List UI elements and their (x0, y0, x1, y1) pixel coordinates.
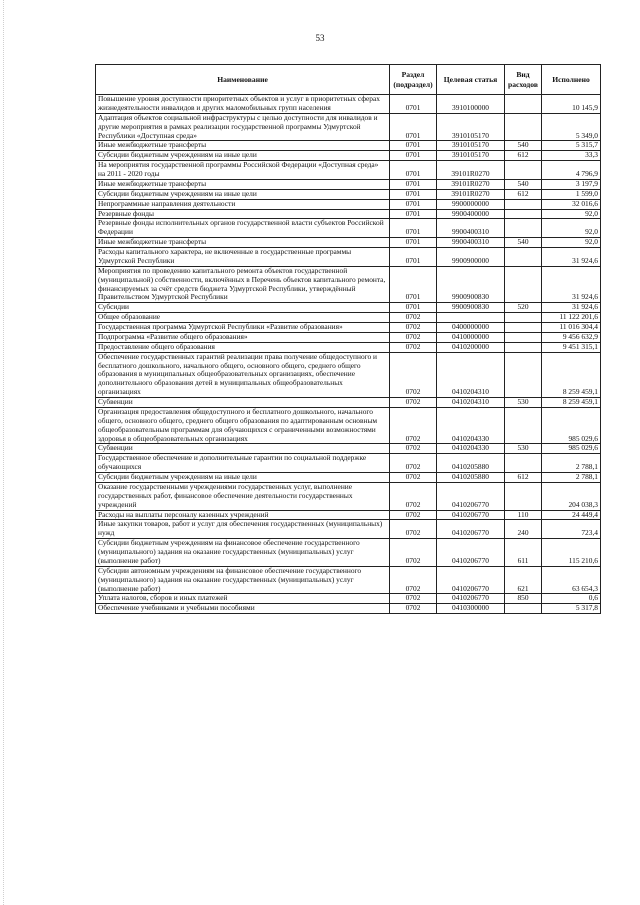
row-section: 0701 (390, 238, 437, 248)
row-name: Расходы капитального характера, не включенные в государственные программы Удмуртской Республики (96, 248, 390, 267)
table-row (96, 303, 601, 313)
row-expense-type: 611 (505, 539, 542, 567)
row-amount: 5 317,8 (542, 604, 601, 614)
row-section: 0702 (390, 323, 437, 333)
row-amount: 31 924,6 (542, 266, 601, 303)
row-amount: 3 197,9 (542, 179, 601, 189)
row-section: 0702 (390, 352, 437, 397)
row-expense-type (505, 113, 542, 141)
row-amount: 32 016,6 (542, 199, 601, 209)
row-name: Уплата налогов, сборов и иных платежей (96, 594, 390, 604)
row-section: 0701 (390, 209, 437, 219)
row-amount: 204 038,3 (542, 482, 601, 510)
row-section: 0702 (390, 482, 437, 510)
row-article: 9900400000 (437, 209, 505, 219)
row-expense-type: 621 (505, 566, 542, 594)
table-row (96, 248, 601, 267)
table-row (96, 473, 601, 483)
row-amount: 0,6 (542, 594, 601, 604)
row-name: Субсидии бюджетным учреждениям на финансовое обеспечение государственного (муниципального) задания на оказание государственных (муниципальных) услуг (выполнение работ) (96, 539, 390, 567)
table-row (96, 113, 601, 141)
row-expense-type (505, 95, 542, 114)
row-expense-type: 612 (505, 473, 542, 483)
row-expense-type (505, 332, 542, 342)
row-section: 0701 (390, 303, 437, 313)
row-name: Непрограммные направления деятельности (96, 199, 390, 209)
row-amount: 2 788,1 (542, 454, 601, 473)
table-row (96, 323, 601, 333)
row-article: 0410000000 (437, 332, 505, 342)
row-article: 9900400310 (437, 238, 505, 248)
row-amount: 31 924,6 (542, 248, 601, 267)
row-expense-type: 240 (505, 520, 542, 539)
row-expense-type (505, 604, 542, 614)
table-body (96, 95, 601, 614)
row-section: 0702 (390, 520, 437, 539)
row-article: 0410204330 (437, 444, 505, 454)
row-section: 0702 (390, 407, 437, 444)
row-expense-type: 530 (505, 398, 542, 408)
row-name: Мероприятия по проведению капитального ремонта объектов государственной (муниципальной) собственности, включённых в Перечень объектов капитального ремонта, финансируемых за счёт средств бюджета Удмуртской Республики, утверждённый Правительством Удмуртской Республики (96, 266, 390, 303)
page-number: 53 (315, 33, 325, 43)
row-article: 0410206770 (437, 594, 505, 604)
row-amount: 10 145,9 (542, 95, 601, 114)
row-article: 9900900000 (437, 248, 505, 267)
row-expense-type: 540 (505, 141, 542, 151)
row-article: 0410300000 (437, 604, 505, 614)
row-amount: 1 599,0 (542, 189, 601, 199)
row-section: 0701 (390, 141, 437, 151)
row-expense-type: 612 (505, 151, 542, 161)
row-section: 0702 (390, 398, 437, 408)
row-section: 0702 (390, 332, 437, 342)
row-expense-type: 612 (505, 189, 542, 199)
row-name: Государственная программа Удмуртской Республики «Развитие образования» (96, 323, 390, 333)
table-row (96, 407, 601, 444)
row-article: 39101R0270 (437, 179, 505, 189)
header-amount: Исполнено (542, 65, 601, 95)
row-name: Субсидии бюджетным учреждениям на иные цели (96, 473, 390, 483)
row-article: 0410205880 (437, 473, 505, 483)
row-amount: 9 456 632,9 (542, 332, 601, 342)
table-row (96, 352, 601, 397)
row-expense-type (505, 209, 542, 219)
row-expense-type: 850 (505, 594, 542, 604)
row-amount: 92,0 (542, 209, 601, 219)
table-row (96, 342, 601, 352)
table-row (96, 604, 601, 614)
row-amount: 8 259 459,1 (542, 352, 601, 397)
row-name: Организация предоставления общедоступного и бесплатного дошкольного, начального общего, основного общего, среднего общего образования по адаптированным основным общеобразовательным программам для обучающихся с ограниченными возможностями здоровья в общеобразовательных организациях (96, 407, 390, 444)
row-name: Иные межбюджетные трансферты (96, 141, 390, 151)
row-expense-type: 520 (505, 303, 542, 313)
row-article: 0410206770 (437, 482, 505, 510)
row-expense-type: 530 (505, 444, 542, 454)
row-expense-type: 110 (505, 510, 542, 520)
row-section: 0702 (390, 594, 437, 604)
header-expense-type: Вид расходов (505, 65, 542, 95)
row-expense-type (505, 161, 542, 180)
row-expense-type (505, 219, 542, 238)
row-expense-type (505, 454, 542, 473)
row-section: 0702 (390, 510, 437, 520)
row-article: 3910105170 (437, 113, 505, 141)
row-name: Субсидии бюджетным учреждениям на иные цели (96, 189, 390, 199)
row-section: 0701 (390, 266, 437, 303)
row-name: Оказание государственными учреждениями государственных услуг, выполнение государственных работ, финансовое обеспечение деятельности государственных учреждений (96, 482, 390, 510)
row-amount: 11 016 304,4 (542, 323, 601, 333)
table-row (96, 539, 601, 567)
row-section: 0702 (390, 473, 437, 483)
row-article: 9900400310 (437, 219, 505, 238)
table-row (96, 95, 601, 114)
row-article: 9900900830 (437, 266, 505, 303)
row-section: 0701 (390, 161, 437, 180)
row-section: 0701 (390, 179, 437, 189)
row-amount: 9 451 315,1 (542, 342, 601, 352)
row-article: 3910100000 (437, 95, 505, 114)
row-name: Адаптация объектов социальной инфраструктуры с целью доступности для инвалидов и другие мероприятия в рамках реализации государственной программы Удмуртской Республики «Доступная среда» (96, 113, 390, 141)
row-name: Резервные фонды (96, 209, 390, 219)
table-row (96, 332, 601, 342)
row-name: Государственное обеспечение и дополнительные гарантии по социальной поддержке обучающихся (96, 454, 390, 473)
table-row (96, 199, 601, 209)
row-amount: 2 788,1 (542, 473, 601, 483)
row-expense-type (505, 407, 542, 444)
row-article: 0410200000 (437, 342, 505, 352)
row-name: Иные закупки товаров, работ и услуг для обеспечения государственных (муниципальных) нужд (96, 520, 390, 539)
row-expense-type (505, 352, 542, 397)
row-expense-type (505, 482, 542, 510)
table-row (96, 482, 601, 510)
row-name: Подпрограмма «Развитие общего образования» (96, 332, 390, 342)
row-name: Общее образование (96, 313, 390, 323)
row-amount: 723,4 (542, 520, 601, 539)
row-amount: 92,0 (542, 238, 601, 248)
row-name: Обеспечение учебниками и учебными пособиями (96, 604, 390, 614)
row-amount: 985 029,6 (542, 444, 601, 454)
row-amount: 5 349,0 (542, 113, 601, 141)
row-name: Обеспечение государственных гарантий реализации права получение общедоступного и бесплатного дошкольного, начального общего, основного общего, среднего общего образования в муниципальных общеобразовательных организациях, обеспечение дополнительного образования детей в муниципальных общеобразовательных организациях (96, 352, 390, 397)
row-name: Иные межбюджетные трансферты (96, 238, 390, 248)
row-expense-type (505, 323, 542, 333)
row-section: 0701 (390, 189, 437, 199)
row-name: Резервные фонды исполнительных органов государственной власти субъектов Российской Федерации (96, 219, 390, 238)
row-name: Предоставление общего образования (96, 342, 390, 352)
table-row (96, 566, 601, 594)
table-row (96, 520, 601, 539)
row-amount: 115 210,6 (542, 539, 601, 567)
table-row (96, 189, 601, 199)
row-expense-type (505, 313, 542, 323)
row-section: 0701 (390, 151, 437, 161)
row-section: 0701 (390, 95, 437, 114)
row-name: Субвенции (96, 444, 390, 454)
header-article: Целевая статья (437, 65, 505, 95)
row-amount: 11 122 201,6 (542, 313, 601, 323)
row-section: 0702 (390, 454, 437, 473)
row-article: 39101R0270 (437, 161, 505, 180)
row-article: 3910105170 (437, 151, 505, 161)
row-section: 0701 (390, 248, 437, 267)
row-name: Повышение уровня доступности приоритетных объектов и услуг в приоритетных сферах жизнедеятельности инвалидов и других маломобильных групп населения (96, 95, 390, 114)
row-name: Расходы на выплаты персоналу казенных учреждений (96, 510, 390, 520)
row-article: 9900900830 (437, 303, 505, 313)
scan-edge-marks (3, 0, 6, 905)
row-article: 0410204330 (437, 407, 505, 444)
row-amount: 24 449,4 (542, 510, 601, 520)
row-name: Субсидии (96, 303, 390, 313)
row-section: 0701 (390, 219, 437, 238)
table-row (96, 266, 601, 303)
row-article: 0410206770 (437, 520, 505, 539)
row-name: Субсидии автономным учреждениям на финансовое обеспечение государственного (муниципального) задания на оказание государственных (муниципальных) услуг (выполнение работ) (96, 566, 390, 594)
row-amount: 8 259 459,1 (542, 398, 601, 408)
row-section: 0702 (390, 313, 437, 323)
table-row (96, 454, 601, 473)
row-amount: 33,3 (542, 151, 601, 161)
row-amount: 63 654,3 (542, 566, 601, 594)
row-article: 0400000000 (437, 323, 505, 333)
row-section: 0702 (390, 604, 437, 614)
budget-table (95, 64, 601, 614)
row-article: 39101R0270 (437, 189, 505, 199)
row-section: 0701 (390, 113, 437, 141)
row-section: 0702 (390, 342, 437, 352)
row-expense-type (505, 342, 542, 352)
row-expense-type (505, 266, 542, 303)
table-header-row (96, 65, 601, 95)
row-expense-type: 540 (505, 179, 542, 189)
row-article: 0410204310 (437, 398, 505, 408)
row-article: 0410206770 (437, 539, 505, 567)
table-row (96, 398, 601, 408)
row-expense-type (505, 248, 542, 267)
row-name: Иные межбюджетные трансферты (96, 179, 390, 189)
row-name: Субвенции (96, 398, 390, 408)
row-amount: 985 029,6 (542, 407, 601, 444)
row-article: 0410206770 (437, 510, 505, 520)
row-section: 0702 (390, 566, 437, 594)
table-row (96, 161, 601, 180)
row-amount: 5 315,7 (542, 141, 601, 151)
table-row (96, 179, 601, 189)
row-section: 0701 (390, 199, 437, 209)
row-name: На мероприятия государственной программы Российской Федерации «Доступная среда» на 2011 - 2020 годы (96, 161, 390, 180)
row-article: 0410204310 (437, 352, 505, 397)
row-section: 0702 (390, 444, 437, 454)
table-row (96, 219, 601, 238)
row-name: Субсидии бюджетным учреждениям на иные цели (96, 151, 390, 161)
header-section: Раздел (подраздел) (390, 65, 437, 95)
row-amount: 92,0 (542, 219, 601, 238)
row-article: 9900000000 (437, 199, 505, 209)
row-amount: 31 924,6 (542, 303, 601, 313)
header-name: Наименование (96, 65, 390, 95)
row-amount: 4 796,9 (542, 161, 601, 180)
row-article: 3910105170 (437, 141, 505, 151)
row-article: 0410205880 (437, 454, 505, 473)
row-article: 0410206770 (437, 566, 505, 594)
row-section: 0702 (390, 539, 437, 567)
row-expense-type (505, 199, 542, 209)
row-expense-type: 540 (505, 238, 542, 248)
